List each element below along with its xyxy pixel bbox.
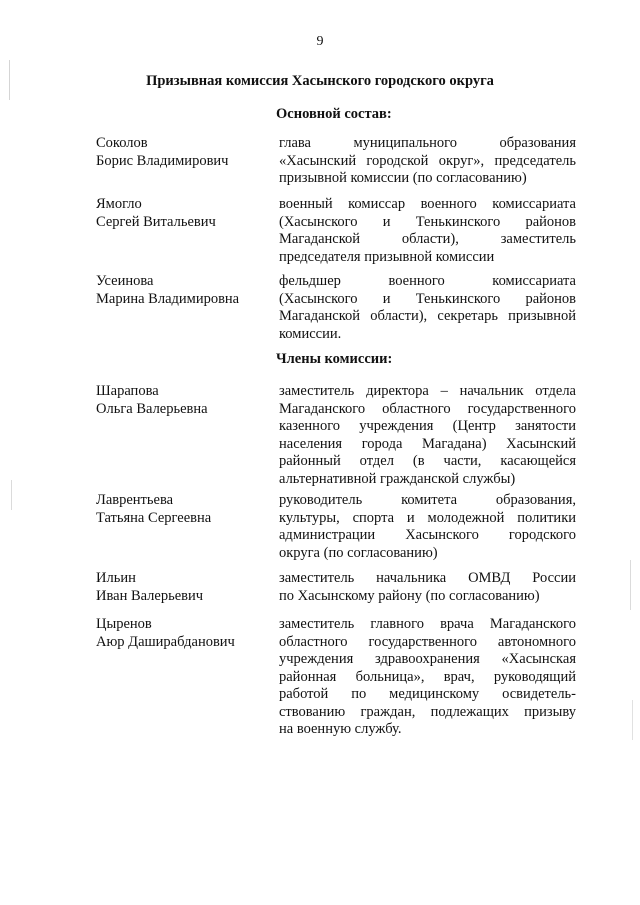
- member-role: [279, 273, 576, 343]
- member-name: [96, 383, 266, 418]
- member-name: [96, 616, 266, 651]
- role-line: областного государственного автономного: [279, 633, 576, 650]
- member-given-name: Марина Владимировна: [96, 290, 240, 307]
- role-line: руководитель комитета образования,: [279, 492, 576, 508]
- role-line: военный комиссар военного комиссариата: [279, 196, 576, 212]
- member-role: [279, 570, 576, 605]
- role-line: районный отдел (в части, касающейся: [279, 453, 576, 469]
- member-surname: Соколов: [96, 135, 148, 151]
- member-role: [279, 616, 576, 739]
- role-line: альтернативной гражданской службы): [279, 470, 516, 487]
- scan-speck: [11, 480, 12, 510]
- role-line: Магаданской области), секретарь призывной: [279, 308, 576, 324]
- role-line: заместитель начальника ОМВД России: [279, 570, 576, 586]
- member-given-name: Аюр Даширабданович: [96, 633, 235, 650]
- member-given-name: Татьяна Сергеевна: [96, 509, 212, 526]
- member-surname: Лаврентьева: [96, 492, 174, 508]
- role-line: казенного учреждения (Центр занятости: [279, 418, 576, 434]
- member-role: [279, 196, 576, 266]
- member-given-name: Иван Валерьевич: [96, 587, 204, 604]
- role-line: администрации Хасынского городского: [279, 527, 576, 543]
- role-line: председателя призывной комиссии: [279, 248, 495, 265]
- member-surname: Цыренов: [96, 616, 152, 632]
- role-line: на военную службу.: [279, 721, 402, 737]
- member-role: [279, 383, 576, 488]
- role-line: работой по медицинскому освидетель-: [279, 686, 576, 702]
- member-role: [279, 492, 576, 562]
- member-given-name: Сергей Витальевич: [96, 213, 216, 230]
- role-line: населения города Магадана) Хасынский: [279, 435, 576, 452]
- member-surname: Шарапова: [96, 383, 159, 399]
- section-heading-members: Члены комиссии:: [276, 351, 393, 367]
- scan-speck: [632, 700, 633, 740]
- role-line: комиссии.: [279, 325, 342, 342]
- member-name: [96, 135, 266, 170]
- role-line: заместитель главного врача Магаданского: [279, 616, 576, 632]
- role-line: округа (по согласованию): [279, 544, 438, 561]
- role-line: учреждения здравоохранения «Хасынская: [279, 651, 576, 667]
- member-given-name: Борис Владимирович: [96, 152, 229, 169]
- member-surname: Ямогло: [96, 196, 142, 212]
- role-line: глава муниципального образования: [279, 135, 576, 151]
- role-line: призывной комиссии (по согласованию): [279, 170, 527, 186]
- member-name: [96, 492, 266, 527]
- role-line: фельдшер военного комиссариата: [279, 273, 576, 289]
- member-given-name: Ольга Валерьевна: [96, 400, 208, 417]
- role-line: заместитель директора – начальник отдела: [279, 383, 576, 399]
- role-line: по Хасынскому району (по согласованию): [279, 587, 540, 604]
- role-line: (Хасынского и Тенькинского районов: [279, 290, 576, 307]
- member-surname: Усеинова: [96, 273, 154, 289]
- member-name: [96, 273, 266, 308]
- role-line: Магаданской области), заместитель: [279, 231, 576, 247]
- member-name: [96, 570, 266, 605]
- role-line: культуры, спорта и молодежной политики: [279, 509, 576, 526]
- role-line: (Хасынского и Тенькинского районов: [279, 213, 576, 230]
- member-role: [279, 135, 576, 188]
- role-line: районная больница», врач, руководящий: [279, 668, 576, 685]
- page-number: 9: [316, 34, 324, 49]
- role-line: «Хасынский городской округ», председатель: [279, 152, 576, 169]
- document-title: Призывная комиссия Хасынского городского округа: [146, 73, 494, 89]
- scan-speck: [630, 560, 631, 610]
- role-line: ствованию граждан, подлежащих призыву: [279, 703, 576, 720]
- role-line: Магаданского областного государственного: [279, 400, 576, 417]
- member-name: [96, 196, 266, 231]
- section-heading-main: Основной состав:: [276, 106, 392, 122]
- scan-speck: [9, 60, 10, 100]
- member-surname: Ильин: [96, 570, 136, 586]
